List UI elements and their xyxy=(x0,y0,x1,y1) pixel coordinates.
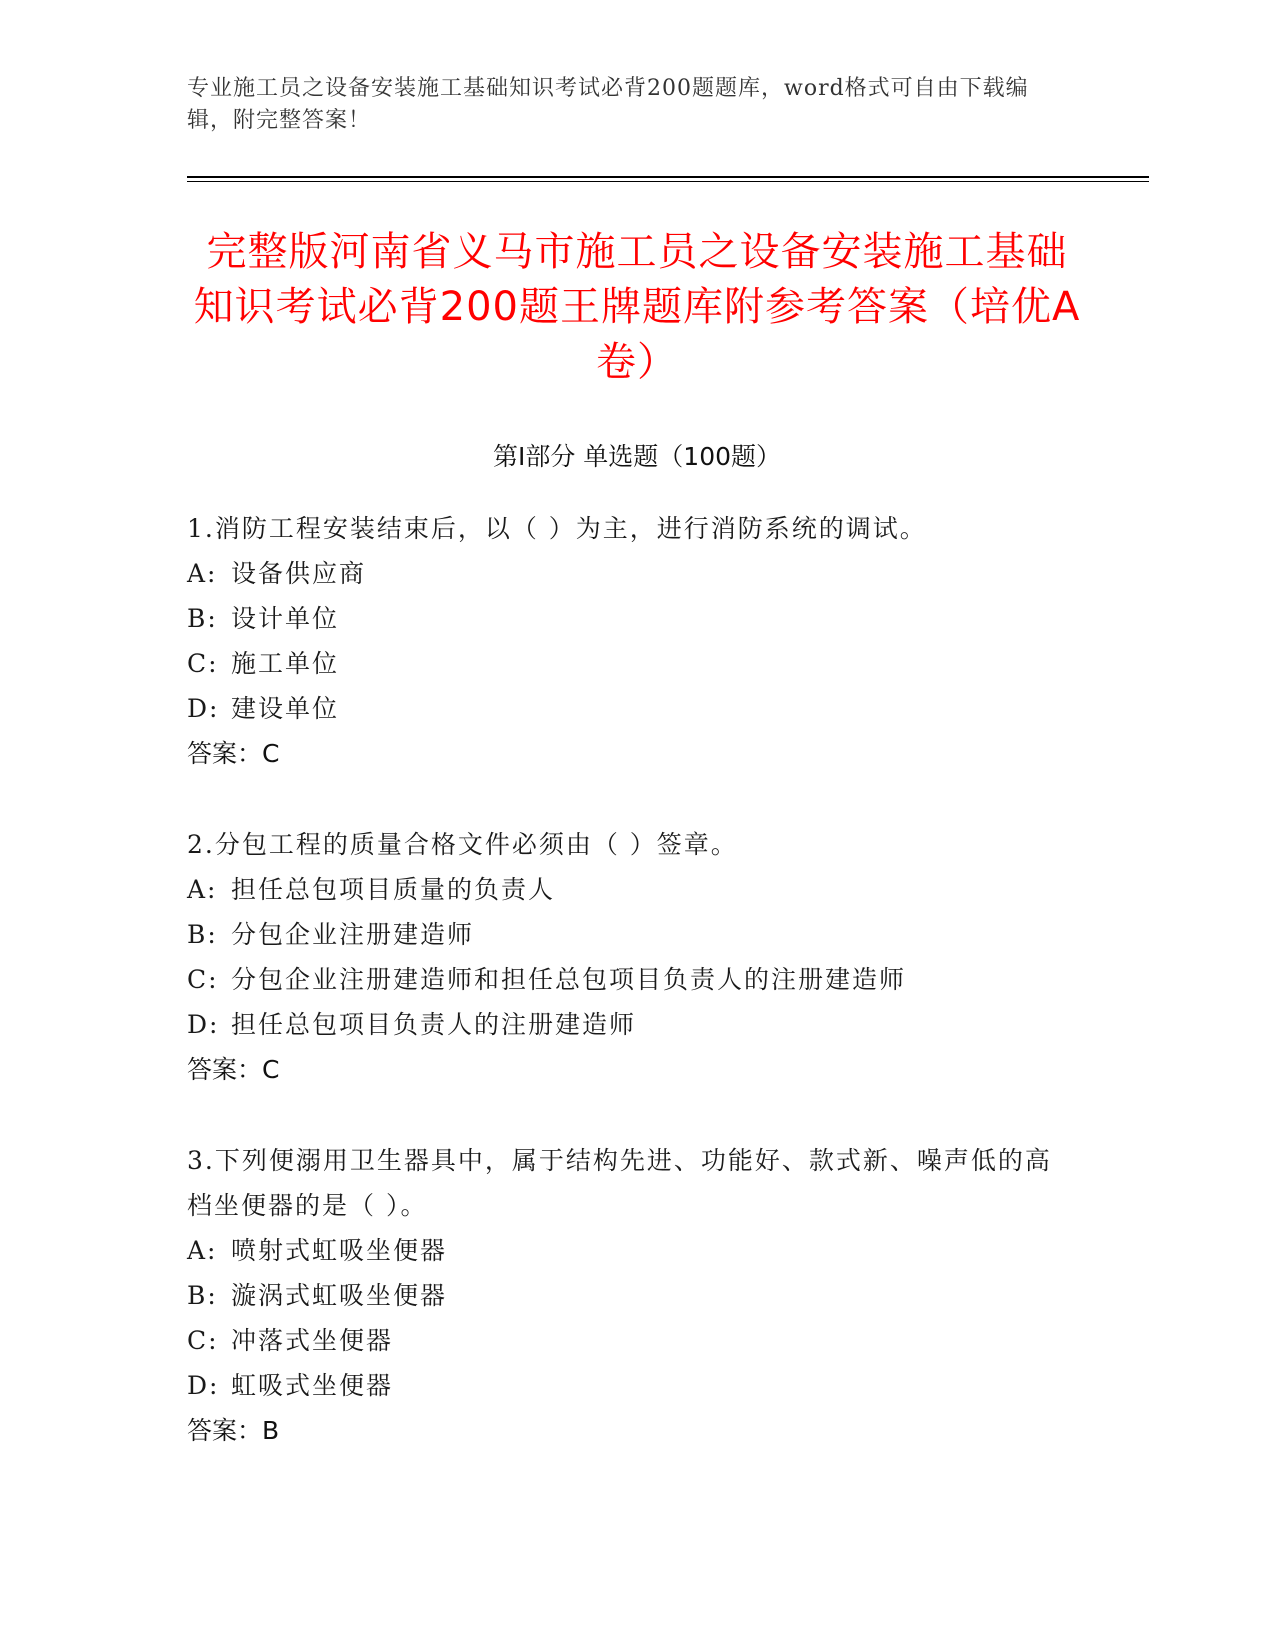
answer-line: 答案：B xyxy=(187,1416,280,1445)
section-title: 第Ⅰ部分 单选题（100题） xyxy=(492,442,782,471)
option-letter: C: xyxy=(187,1326,219,1355)
header-note: 专业施工员之设备安装施工基础知识考试必背200题题库，word格式可自由下载编辑，附完整答案！ xyxy=(187,76,1029,133)
option-text: 分包企业注册建造师 xyxy=(231,920,475,949)
option-letter: C: xyxy=(187,965,219,994)
option-text: 漩涡式虹吸坐便器 xyxy=(231,1281,448,1310)
option-c xyxy=(187,1318,1067,1363)
question-stem: 2.分包工程的质量合格文件必须由（ ）签章。 xyxy=(187,830,738,859)
option-letter: B: xyxy=(187,920,218,949)
option-text: 施工单位 xyxy=(231,649,340,678)
option-c xyxy=(187,957,1067,1002)
option-text: 担任总包项目负责人的注册建造师 xyxy=(231,1010,637,1039)
document-title: 完整版河南省义马市施工员之设备安装施工基础知识考试必背200题王牌题库附参考答案（培优A卷） xyxy=(193,229,1081,385)
option-d xyxy=(187,1363,1067,1408)
option-d xyxy=(187,686,1067,731)
header-divider-thick xyxy=(187,176,1149,178)
option-text: 冲落式坐便器 xyxy=(231,1326,394,1355)
option-letter: D: xyxy=(187,1371,220,1400)
option-b xyxy=(187,912,1067,957)
option-letter: B: xyxy=(187,1281,218,1310)
answer-line: 答案：C xyxy=(187,739,280,768)
option-b xyxy=(187,596,1067,641)
option-letter: D: xyxy=(187,694,220,723)
question-stem: 3.下列便溺用卫生器具中，属于结构先进、功能好、款式新、噪声低的高档坐便器的是（ ）。 xyxy=(187,1146,1052,1220)
option-text: 虹吸式坐便器 xyxy=(231,1371,394,1400)
option-c xyxy=(187,641,1067,686)
question-1 xyxy=(187,506,1067,776)
option-text: 喷射式虹吸坐便器 xyxy=(231,1236,448,1265)
option-text: 设备供应商 xyxy=(231,559,367,588)
header-divider-thin xyxy=(187,181,1149,182)
option-text: 分包企业注册建造师和担任总包项目负责人的注册建造师 xyxy=(231,965,907,994)
option-text: 建设单位 xyxy=(231,694,340,723)
option-a xyxy=(187,867,1067,912)
answer-line: 答案：C xyxy=(187,1055,280,1084)
question-stem: 1.消防工程安装结束后，以（ ）为主，进行消防系统的调试。 xyxy=(187,514,927,543)
question-3 xyxy=(187,1138,1067,1453)
option-a xyxy=(187,1228,1067,1273)
option-letter: D: xyxy=(187,1010,220,1039)
option-d xyxy=(187,1002,1067,1047)
option-text: 担任总包项目质量的负责人 xyxy=(231,875,556,904)
option-letter: A: xyxy=(187,875,218,904)
option-letter: B: xyxy=(187,604,218,633)
option-letter: A: xyxy=(187,1236,218,1265)
option-letter: C: xyxy=(187,649,219,678)
option-b xyxy=(187,1273,1067,1318)
question-2 xyxy=(187,822,1067,1092)
option-letter: A: xyxy=(187,559,218,588)
option-text: 设计单位 xyxy=(231,604,340,633)
option-a xyxy=(187,551,1067,596)
